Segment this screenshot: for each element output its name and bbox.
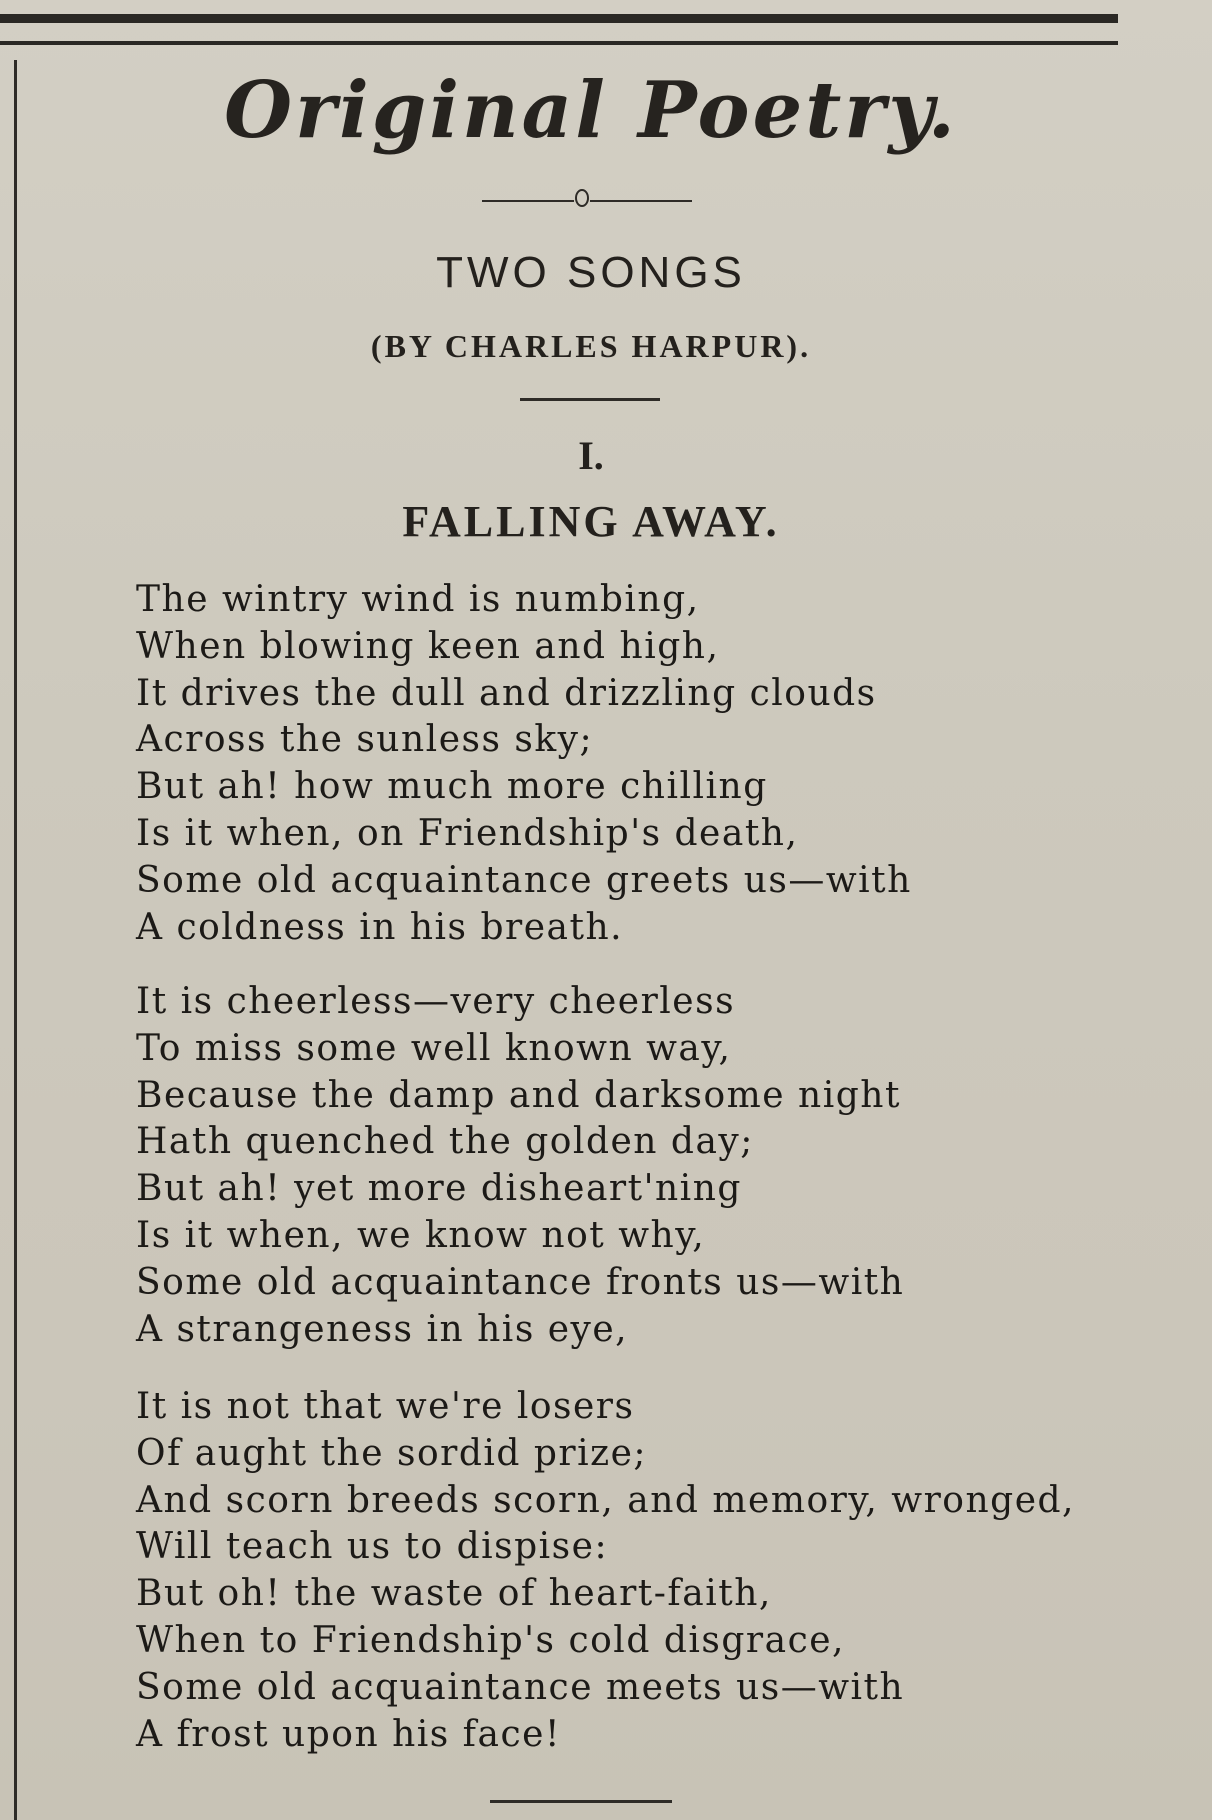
poem-line: Of aught the sordid prize; [136,1432,648,1474]
poem-line: A coldness in his breath. [136,906,624,948]
poem-line: Is it when, on Friendship's death, [136,812,799,854]
poem-line: Will teach us to dispise: [136,1526,609,1568]
end-rule [490,1800,672,1803]
stanza-2 [136,979,904,1353]
poem-line: Across the sunless sky; [136,719,594,761]
poem-line: To miss some well known way, [136,1027,732,1069]
poem-line: It is cheerless—very cheerless [136,981,736,1022]
poem-line: A frost upon his face! [136,1713,561,1755]
poem-line: Because the damp and darksome night [136,1074,901,1116]
poem-line: It drives the dull and drizzling clouds [136,672,877,714]
ornament-circle [575,189,589,207]
stanza-1 [136,577,912,951]
poem-line: But ah! how much more chilling [136,766,768,808]
poem-line: And scorn breeds scorn, and memory, wronged, [136,1479,1075,1521]
stanza-3 [136,1384,1075,1758]
poem-line: Some old acquaintance greets us—with [136,859,912,901]
part-number: I. [578,433,604,478]
poem-line: Hath quenched the golden day; [136,1121,754,1163]
author-byline: (BY CHARLES HARPUR). [370,328,812,364]
poem-line: Some old acquaintance fronts us—with [136,1261,905,1303]
poem-line: Some old acquaintance meets us—with [136,1666,905,1708]
poem-line: It is not that we're losers [136,1386,635,1427]
poem-line: When to Friendship's cold disgrace, [136,1619,845,1661]
poem-line: Is it when, we know not why, [136,1214,706,1256]
ornament-rule-left [482,200,574,202]
poem-line: But ah! yet more disheart'ning [136,1168,742,1210]
song-title: TWO SONGS [436,248,746,297]
poem-title: FALLING AWAY. [402,497,780,546]
ornament-rule-right [590,200,692,202]
top-thick-rule [0,14,1118,23]
top-thin-rule [0,41,1118,45]
section-masthead: Original Poetry. [224,65,958,156]
poem-line: When blowing keen and high, [136,625,720,667]
poem-line: But oh! the waste of heart-faith, [136,1573,772,1615]
column-left-rule [14,60,17,1820]
poem-line: A strangeness in his eye, [136,1308,629,1350]
poem-line: The wintry wind is numbing, [136,579,700,620]
title-separator-rule [520,398,660,401]
